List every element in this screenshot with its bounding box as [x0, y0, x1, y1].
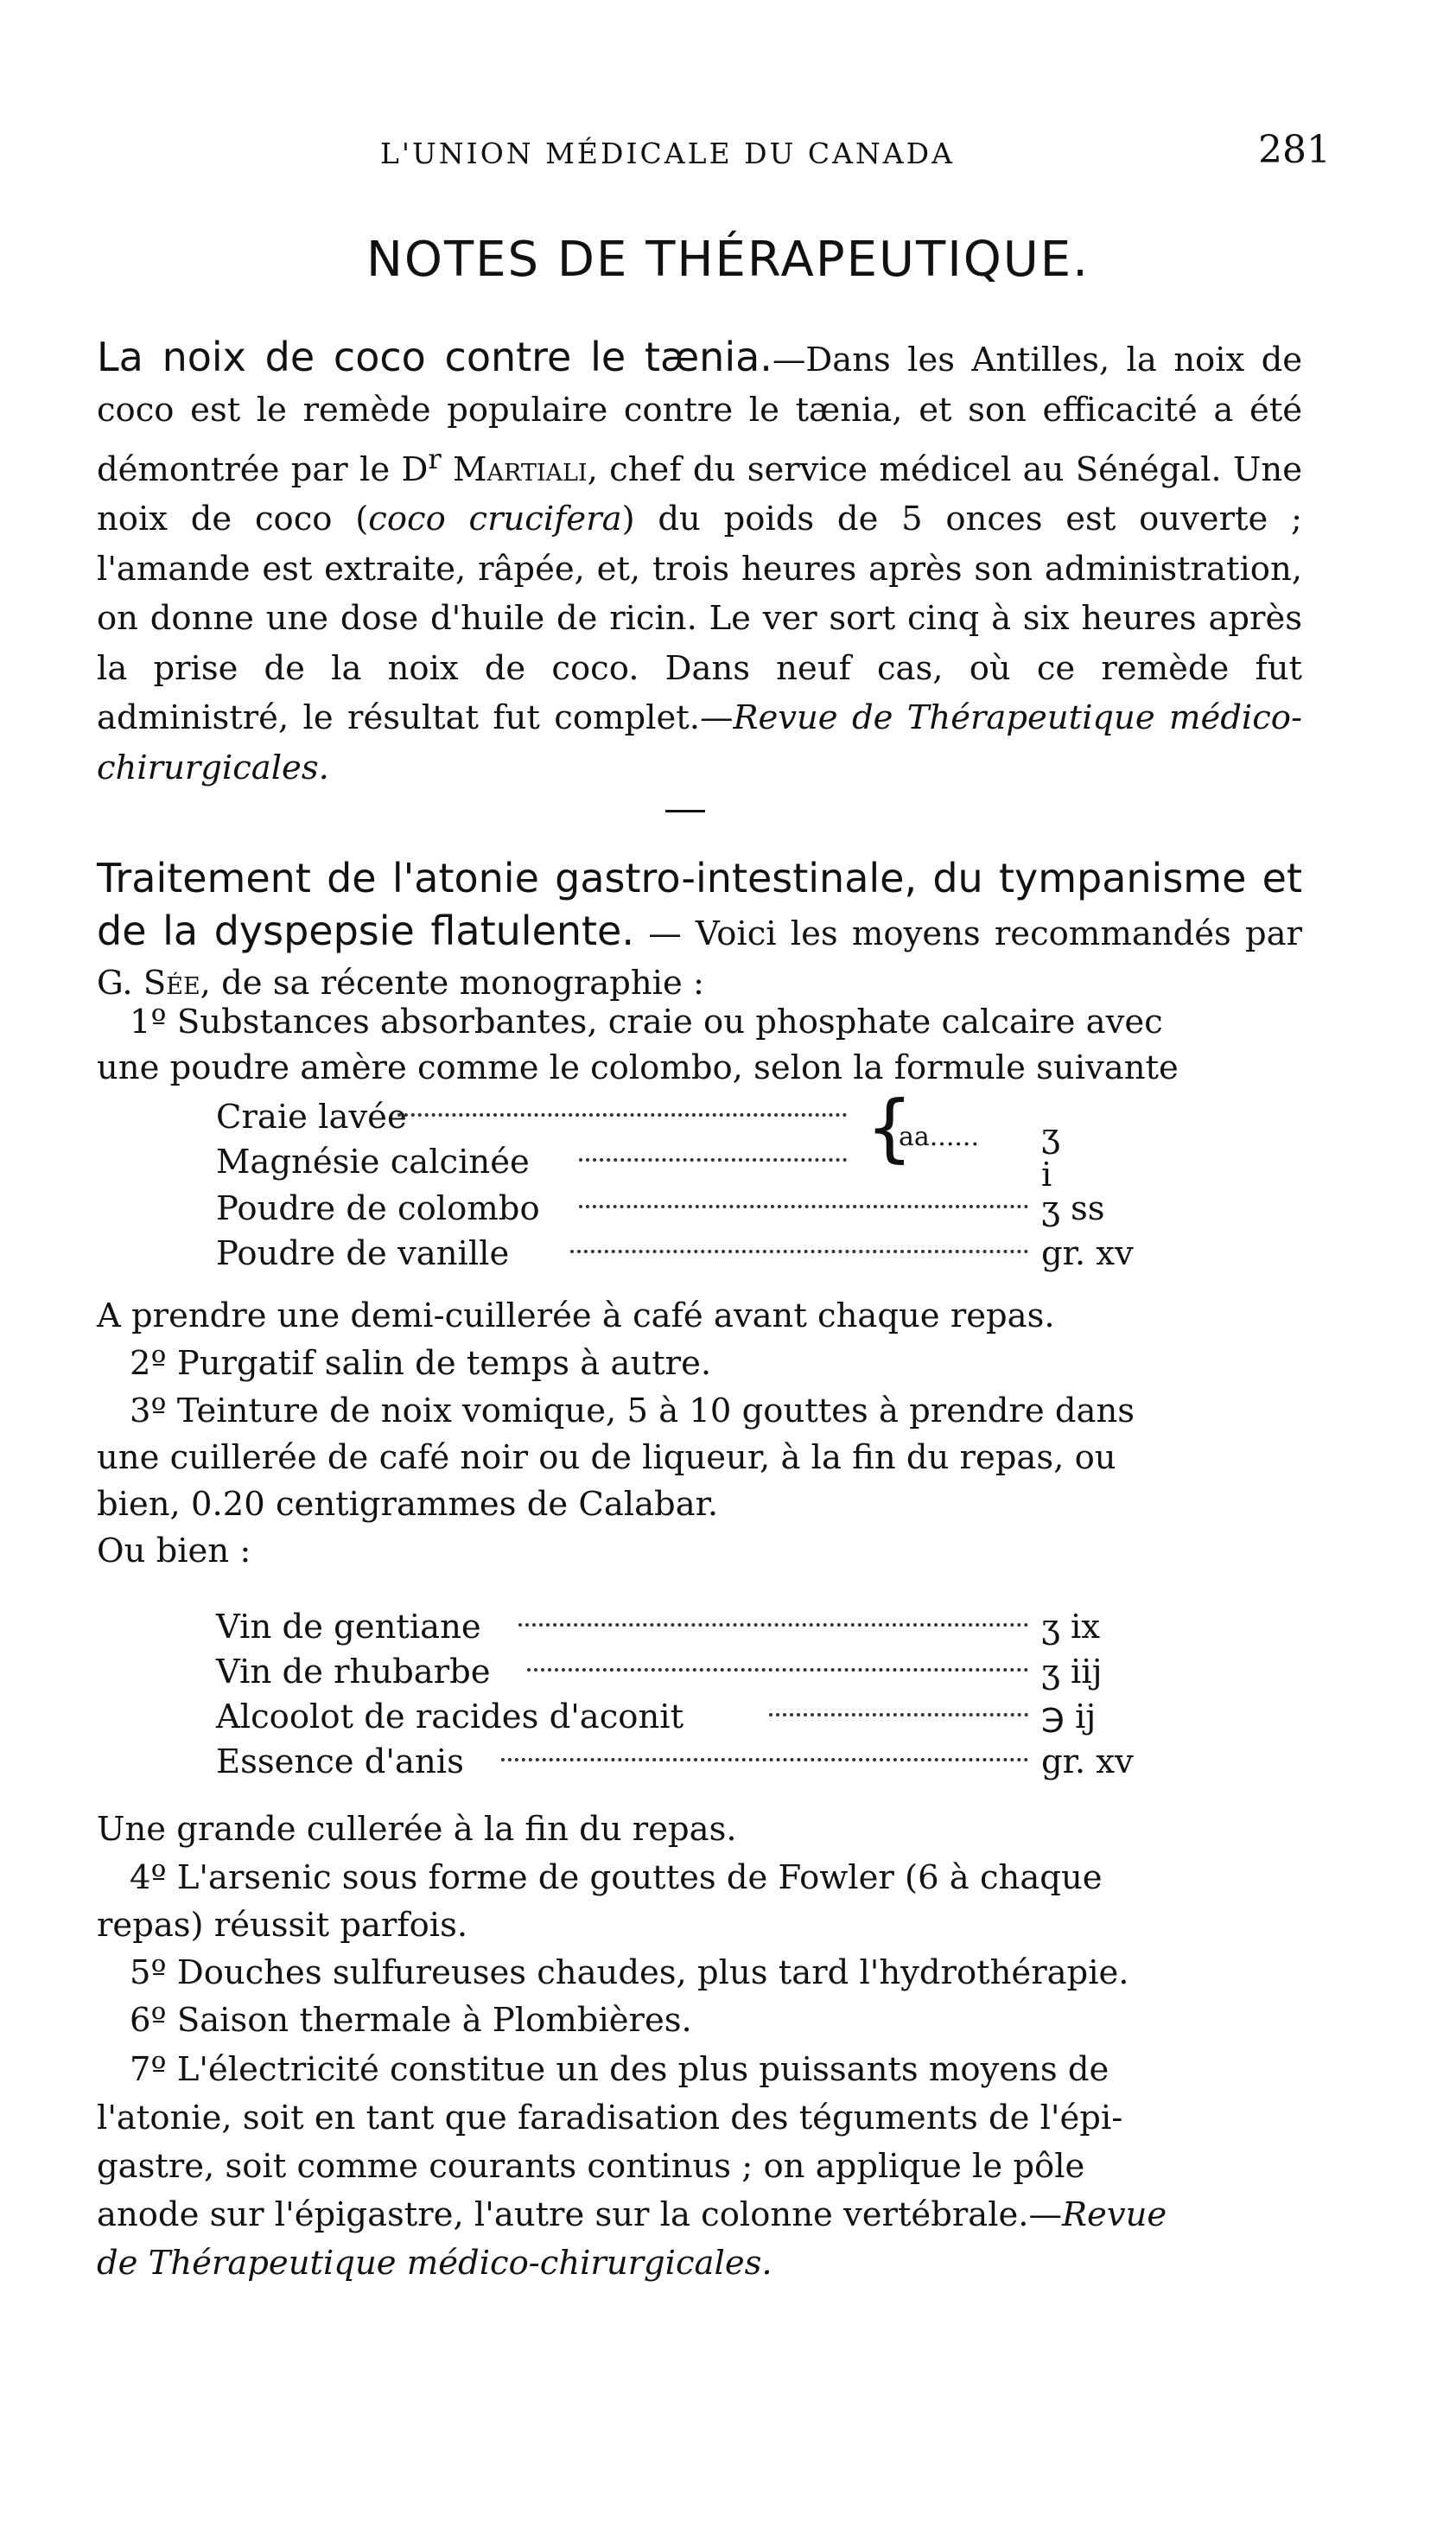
ingredient-name: Magnésie calcinée [216, 1143, 530, 1182]
brace-symbol: { [866, 1085, 913, 1171]
section-coconut-taenia [97, 333, 1302, 793]
list-item-7-cont: gastre, soit comme courants continus ; on applique le pôle [97, 2147, 1085, 2186]
list-item-1-cont: une poudre amère comme le colombo, selon la formule suivante [97, 1048, 1179, 1087]
ingredient-quantity: ʒ ss [1041, 1189, 1105, 1228]
list-item-5: 5º Douches sulfureuses chaudes, plus tard l'hydrothérapie. [130, 1953, 1129, 1992]
list-item-3: 3º Teinture de noix vomique, 5 à 10 gouttes à prendre dans [130, 1392, 1135, 1430]
body-text: ) du poids de 5 onces est ouverte ; l'amande est extraite, râpée, et, trois heures après son administration, on donne une dose d'huile de ricin. Le ver sort cinq à six heures après la prise de la noix de coco. Dans neuf cas, où ce remède fut administré, le résultat fut complet.— [97, 500, 1302, 738]
list-item-7-cont [97, 2195, 1167, 2234]
list-item-7: 7º L'électricité constitue un des plus puissants moyens de [130, 2050, 1109, 2089]
ingredient-name: Vin de gentiane [216, 1608, 481, 1646]
ana-marker: aa...... [899, 1122, 979, 1152]
source-citation: de Thérapeutique médico-chirurgicales. [97, 2244, 773, 2283]
instruction-text: A prendre une demi-cuillerée à café avant chaque repas. [97, 1296, 1055, 1335]
body-text: , de sa récente monographie : [200, 964, 704, 1003]
section-divider [665, 810, 705, 812]
alternative-label: Ou bien : [97, 1532, 251, 1570]
list-item-3-cont: une cuillerée de café noir ou de liqueur, à la fin du repas, ou [97, 1438, 1116, 1477]
leader-dots [570, 1250, 1028, 1253]
list-item-7-cont: l'atonie, soit en tant que faradisation des téguments de l'épi- [97, 2099, 1123, 2137]
section-atonia-heading [97, 854, 1302, 1009]
ingredient-name: Poudre de vanille [216, 1234, 510, 1273]
leader-dots [501, 1758, 1028, 1761]
ingredient-quantity: ʒ iij [1041, 1653, 1103, 1691]
ingredient-name: Alcoolot de racides d'aconit [216, 1697, 684, 1736]
ingredient-quantity: ʒ ix [1041, 1608, 1100, 1646]
leader-dots [769, 1713, 1028, 1717]
species-name: coco crucifera [368, 500, 622, 539]
leader-dots [397, 1113, 847, 1117]
leader-dots [579, 1158, 847, 1162]
section-heading: La noix de coco contre le tænia. [97, 334, 773, 380]
leader-dots [527, 1668, 1028, 1672]
instruction-text: Une grande cullerée à la fin du repas. [97, 1810, 737, 1849]
ingredient-name: Essence d'anis [216, 1742, 464, 1781]
author-name: Sée [143, 964, 200, 1003]
ingredient-quantity: gr. xv [1041, 1742, 1134, 1781]
dr-superscript: r [428, 443, 442, 475]
ingredient-name: Craie lavée [216, 1098, 407, 1137]
list-item-6: 6º Saison thermale à Plombières. [130, 2001, 692, 2040]
list-item-4: 4º L'arsenic sous forme de gouttes de Fowler (6 à chaque [130, 1858, 1103, 1897]
ingredient-quantity: gr. xv [1041, 1234, 1134, 1273]
leader-dots [518, 1623, 1028, 1627]
page-number: 281 [1258, 128, 1331, 172]
body-text: , chef du service médicel au Sénégal. Une noix de coco ( [97, 449, 1302, 539]
body-text: — Voici les moyens recommandés par G. [97, 914, 1302, 1003]
section-heading: Traitement de l'atonie gastro-intestinale, du tympanisme et de la dyspepsie flatulente. [97, 855, 1302, 954]
ingredient-quantity: ℈ ij [1041, 1697, 1097, 1736]
list-item-4-cont: repas) réussit parfois. [97, 1906, 468, 1945]
page-title: NOTES DE THÉRAPEUTIQUE. [366, 232, 1090, 288]
source-citation: Revue de Thérapeutique médico-chirurgicales. [97, 698, 1302, 787]
list-item-2: 2º Purgatif salin de temps à autre. [130, 1344, 712, 1383]
leader-dots [579, 1205, 1028, 1208]
body-text: anode sur l'épigastre, l'autre sur la colonne vertébrale.— [97, 2195, 1063, 2234]
ingredient-name: Vin de rhubarbe [216, 1653, 491, 1691]
running-head: L'UNION MÉDICALE DU CANADA [380, 137, 955, 170]
list-item-1: 1º Substances absorbantes, craie ou phosphate calcaire avec [130, 1003, 1163, 1041]
source-citation: Revue [1062, 2195, 1167, 2234]
body-text: —Dans les Antilles, la noix de coco est le remède populaire contre le tænia, et son efficacité a été démontrée par le D [97, 341, 1303, 489]
author-name: Martiali [453, 449, 588, 489]
list-item-3-cont: bien, 0.20 centigrammes de Calabar. [97, 1485, 719, 1524]
ingredient-name: Poudre de colombo [216, 1189, 540, 1228]
ingredient-quantity: ʒ i [1041, 1117, 1060, 1194]
